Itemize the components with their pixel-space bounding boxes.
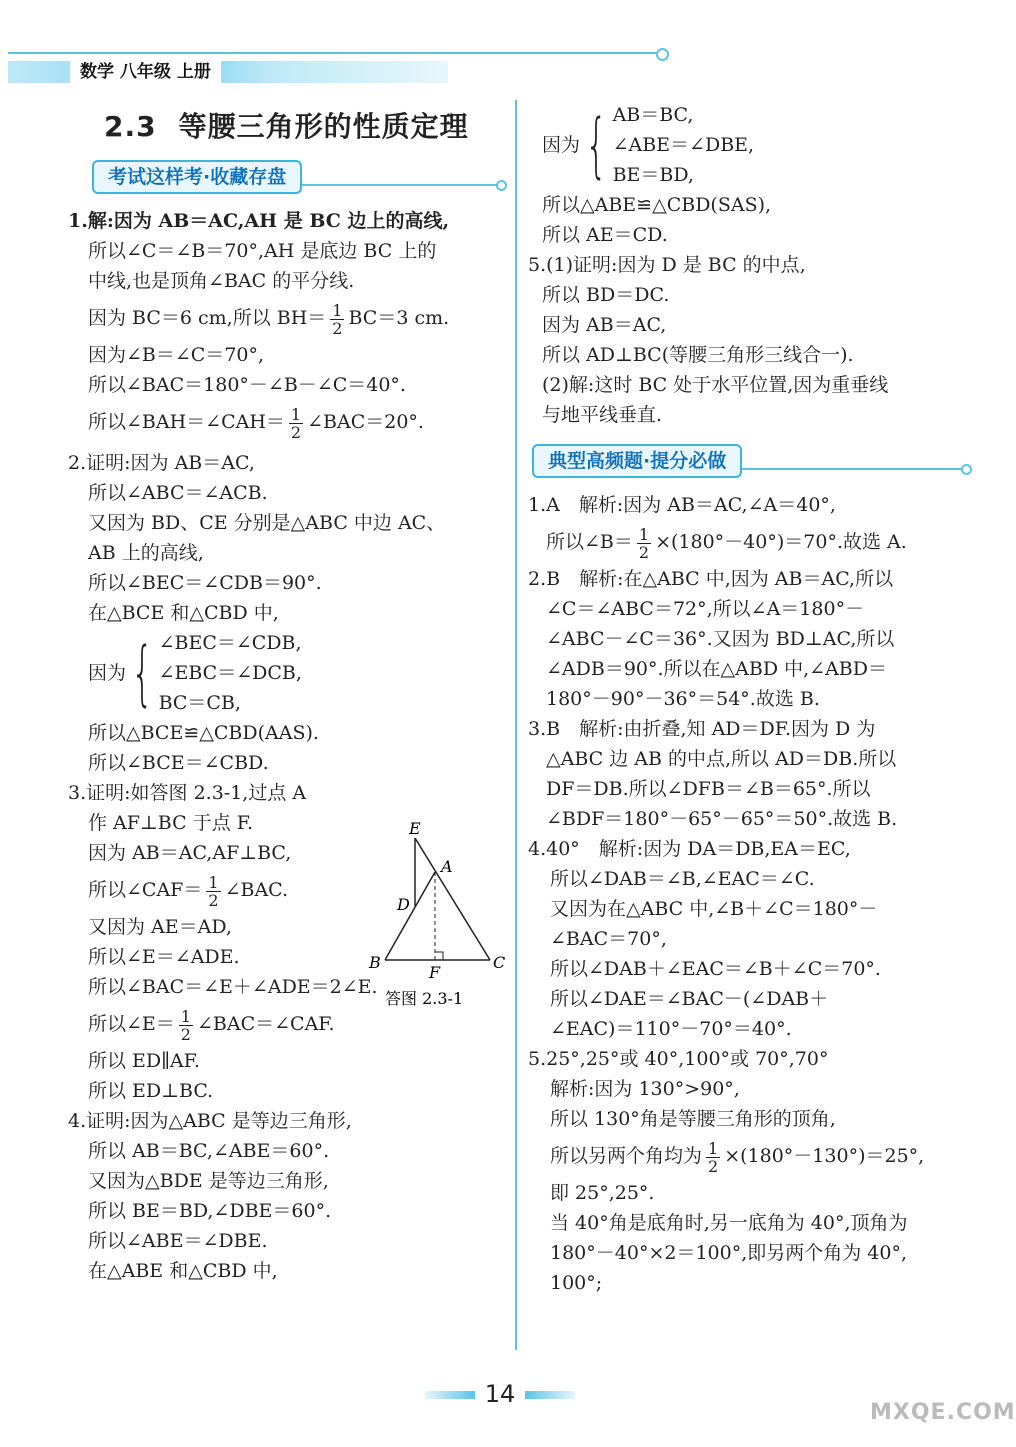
label-f: F — [429, 963, 441, 982]
watermark: MXQE.COM — [870, 1400, 1016, 1425]
text-line: 在△ABE 和△CBD 中, — [88, 1260, 278, 1282]
text-line — [68, 296, 503, 340]
text-line: 因为∠B＝∠C＝70°, — [88, 344, 265, 366]
text-line: 2.B 解析:在△ABC 中,因为 AB＝AC,所以 — [528, 568, 894, 590]
text-line: 所以∠BCE＝∠CBD. — [88, 752, 269, 774]
text-line: 100°; — [550, 1272, 603, 1294]
brace-symbol: { — [585, 104, 608, 186]
text-span: ∠BAC＝20°. — [307, 411, 424, 433]
section-title-text: 等腰三角形的性质定理 — [178, 110, 469, 143]
section-title — [104, 102, 503, 152]
text-line: ∠EAC)＝110°－70°＝40°. — [550, 1018, 792, 1040]
equation-system — [528, 100, 968, 190]
figure-caption: 答图 2.3-1 — [385, 989, 464, 1008]
text-span: 所以∠B＝ — [546, 531, 633, 553]
answer-2 — [68, 448, 503, 778]
text-line: 中线,也是顶角∠BAC 的平分线. — [88, 270, 355, 292]
denominator: 2 — [638, 542, 650, 562]
text-span: ×(180°－40°)＝70°.故选 A. — [655, 531, 907, 553]
text-line — [528, 1134, 968, 1178]
text-line: AB 上的高线, — [88, 542, 204, 564]
system-line: BE＝BD, — [612, 164, 694, 186]
banner-label: 典型高频题·提分必做 — [532, 444, 742, 478]
text-line: 当 40°角是底角时,另一底角为 40°,顶角为 — [550, 1212, 908, 1234]
text-line — [528, 520, 968, 564]
banner-practice — [532, 442, 968, 478]
banner-label: 考试这样考·收藏存盘 — [92, 160, 302, 194]
system-body — [613, 100, 755, 190]
text-line: 所以△BCE≌△CBD(AAS). — [88, 722, 319, 744]
text-span: ∠BAC＝∠CAF. — [196, 1013, 335, 1035]
label-a: A — [441, 857, 453, 876]
right-column — [528, 100, 968, 1298]
text-line: 3.证明:如答图 2.3-1,过点 A — [68, 782, 307, 804]
label-d: D — [397, 895, 410, 914]
practice-2 — [528, 564, 968, 714]
denominator: 2 — [290, 422, 302, 442]
text-line — [68, 400, 503, 444]
numerator: 1 — [332, 300, 343, 320]
running-header — [8, 48, 668, 84]
fraction — [179, 1008, 193, 1043]
text-line: 所以∠DAB＝∠B,∠EAC＝∠C. — [550, 868, 815, 890]
text-line: DF＝DB.所以∠DFB＝∠B＝65°.所以 — [546, 778, 871, 800]
text-line: 3.B 解析:由折叠,知 AD＝DF.因为 D 为 — [528, 718, 876, 740]
denominator: 2 — [708, 1156, 719, 1176]
text-line: 所以∠E＝∠ADE. — [88, 946, 240, 968]
numerator: 1 — [708, 1138, 719, 1158]
fraction — [637, 526, 651, 561]
numerator: 1 — [180, 1006, 191, 1026]
text-line: 4.证明:因为△ABC 是等边三角形, — [68, 1110, 352, 1132]
triangle-figure — [365, 818, 515, 1038]
text-span: ×(180°－130°)＝25°, — [724, 1145, 925, 1167]
text-line: 因为 AB＝AC, — [542, 314, 667, 336]
text-span: 因为 — [88, 662, 127, 684]
text-line: 所以∠BAC＝180°－∠B－∠C＝40°. — [88, 374, 406, 396]
system-line: ∠BEC＝∠CDB, — [158, 632, 302, 654]
text-line: 所以 ED∥AF. — [88, 1050, 200, 1072]
practice-5 — [528, 1044, 968, 1298]
text-line: ∠BAC＝70°, — [550, 928, 667, 950]
system-line: BC＝CB, — [158, 692, 241, 714]
numerator: 1 — [208, 872, 219, 892]
text-line: ∠C＝∠ABC＝72°,所以∠A＝180°－ — [546, 598, 865, 620]
text-line: 又因为 BD、CE 分别是△ABC 中边 AC、 — [88, 512, 446, 534]
equation-system — [68, 628, 503, 718]
system-body — [159, 628, 302, 718]
text-line: 所以 AE＝CD. — [542, 224, 668, 246]
text-line: 所以 AB＝BC,∠ABE＝60°. — [88, 1140, 330, 1162]
text-line: 5.25°,25°或 40°,100°或 70°,70° — [528, 1048, 829, 1070]
header-dot — [656, 48, 669, 61]
text-span: 所以∠BAH＝∠CAH＝ — [88, 411, 285, 433]
fraction — [330, 302, 344, 337]
column-divider — [515, 100, 517, 1350]
system-line: AB＝BC, — [612, 104, 694, 126]
banner-exam — [92, 158, 503, 194]
text-line: 所以 ED⊥BC. — [88, 1080, 214, 1102]
text-line: 又因为在△ABC 中,∠B＋∠C＝180°－ — [550, 898, 878, 920]
practice-3 — [528, 714, 968, 834]
label-c: C — [493, 953, 506, 972]
text-line: 所以 130°角是等腰三角形的顶角, — [550, 1108, 836, 1130]
right-angle-mark — [435, 952, 443, 960]
text-line: 所以∠DAB＋∠EAC＝∠B＋∠C＝70°. — [550, 958, 881, 980]
text-line: 所以∠ABE＝∠DBE. — [88, 1230, 268, 1252]
section-number: 2.3 — [104, 110, 157, 143]
page-number: 14 — [484, 1380, 516, 1408]
text-line: 1.A 解析:因为 AB＝AC,∠A＝40°, — [528, 494, 836, 516]
denominator: 2 — [208, 890, 219, 910]
fraction — [706, 1140, 720, 1175]
fraction — [289, 406, 303, 441]
answer-5 — [528, 250, 968, 430]
text-line: ∠ABC－∠C＝36°.又因为 BD⊥AC,所以 — [546, 628, 895, 650]
text-line: 所以△ABE≌△CBD(SAS), — [542, 194, 772, 216]
answer-1 — [68, 206, 503, 444]
text-line: 所以∠C＝∠B＝70°,AH 是底边 BC 上的 — [88, 240, 437, 262]
text-span: BC＝3 cm. — [348, 307, 450, 329]
system-line: ∠EBC＝∠DCB, — [158, 662, 302, 684]
page-deco-left — [425, 1391, 475, 1399]
page-number-bar — [0, 1380, 1000, 1408]
text-line: △ABC 边 AB 的中点,所以 AD＝DB.所以 — [546, 748, 897, 770]
fraction — [206, 874, 220, 909]
text-line: 又因为 AE＝AD, — [88, 916, 232, 938]
text-line: 解析:因为 130°>90°, — [550, 1078, 740, 1100]
text-line: 所以∠BAC＝∠E＋∠ADE＝2∠E. — [88, 976, 378, 998]
text-line: 180°－40°×2＝100°,即另两个角为 40°, — [550, 1242, 908, 1264]
denominator: 2 — [180, 1024, 191, 1044]
text-line: 2.证明:因为 AB＝AC, — [68, 452, 255, 474]
text-line: 所以 BD＝DC. — [542, 284, 670, 306]
practice-4 — [528, 834, 968, 1044]
header-rule — [8, 52, 658, 54]
brace-symbol: { — [131, 632, 154, 714]
answer-4 — [68, 1106, 503, 1286]
practice-1 — [528, 490, 968, 564]
text-line: 所以 BE＝BD,∠DBE＝60°. — [88, 1200, 332, 1222]
line-ab — [385, 872, 435, 960]
text-span: 所以∠E＝ — [88, 1013, 175, 1035]
text-span: 所以另两个角均为 — [550, 1145, 703, 1167]
text-span: 因为 — [542, 134, 581, 156]
label-e: E — [409, 819, 421, 838]
text-line: 所以∠BEC＝∠CDB＝90°. — [88, 572, 322, 594]
text-span: 所以∠CAF＝ — [88, 879, 203, 901]
text-line: 又因为△BDE 是等边三角形, — [88, 1170, 329, 1192]
text-line: ∠BDF＝180°－65°－65°＝50°.故选 B. — [546, 808, 898, 830]
text-line: ∠ADB＝90°.所以在△ABD 中,∠ABD＝ — [546, 658, 887, 680]
text-line: 4.40° 解析:因为 DA＝DB,EA＝EC, — [528, 838, 851, 860]
page-deco-right — [525, 1391, 575, 1399]
text-line: 1.解:因为 AB＝AC,AH 是 BC 边上的高线, — [68, 210, 450, 232]
text-line: 所以∠ABC＝∠ACB. — [88, 482, 268, 504]
text-span: ∠BAC. — [224, 879, 289, 901]
text-line: 作 AF⊥BC 于点 F. — [88, 812, 254, 834]
text-line: 因为 AB＝AC,AF⊥BC, — [88, 842, 292, 864]
text-line: 在△BCE 和△CBD 中, — [88, 602, 279, 624]
text-line: 180°－90°－36°＝54°.故选 B. — [546, 688, 820, 710]
header-text: 数学 八年级 上册 — [70, 61, 221, 83]
left-column — [68, 100, 506, 1286]
text-line: 5.(1)证明:因为 D 是 BC 的中点, — [528, 254, 806, 276]
denominator: 2 — [332, 318, 343, 338]
text-line: (2)解:这时 BC 处于水平位置,因为重垂线 — [542, 374, 889, 396]
text-line: 即 25°,25°. — [550, 1182, 655, 1204]
label-b: B — [369, 953, 381, 972]
numerator: 1 — [290, 404, 302, 424]
text-span: 因为 BC＝6 cm,所以 BH＝ — [88, 307, 327, 329]
text-line: 所以∠DAE＝∠BAC－(∠DAB＋ — [550, 988, 829, 1010]
system-line: ∠ABE＝∠DBE, — [612, 134, 755, 156]
text-line: 所以 AD⊥BC(等腰三角形三线合一). — [542, 344, 854, 366]
numerator: 1 — [638, 524, 650, 544]
text-line: 与地平线垂直. — [542, 404, 663, 426]
